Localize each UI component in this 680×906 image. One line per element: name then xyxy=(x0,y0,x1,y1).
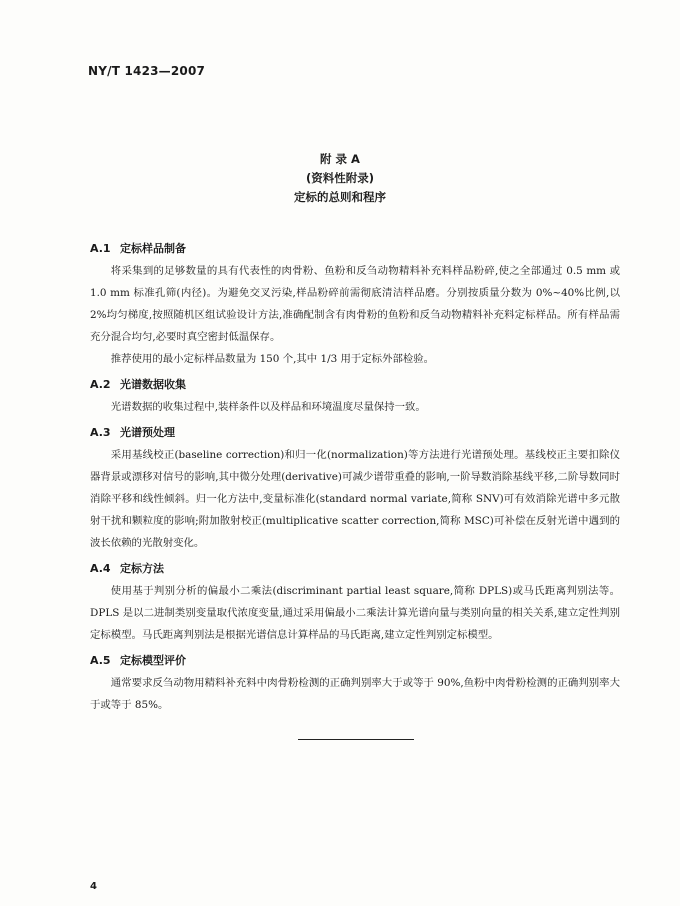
section-number: A.2 xyxy=(90,378,111,391)
document-body xyxy=(90,234,620,716)
standard-code: NY/T 1423—2007 xyxy=(88,64,206,78)
paragraph: 采用基线校正(baseline correction)和归一化(normalization)等方法进行光谱预处理。基线校正主要扣除仪器背景或漂移对信号的影响,其中微分处理(derivative)可减少谱带重叠的影响,一阶导数消除基线平移,二阶导数同时消除平移和线性倾斜。归一化方法中,变量标准化(standard normal variate,简称 SNV)可有效消除光谱中多元散射干扰和颗粒度的影响;附加散射校正(multiplicative scatter correction,简称 MSC)可补偿在反射光谱中遇到的波长依赖的光散射变化。 xyxy=(90,449,620,549)
annex-label: 附 录 A xyxy=(320,152,360,166)
section-a3 xyxy=(90,422,620,554)
section-heading xyxy=(90,558,620,580)
annex-title: 定标的总则和程序 xyxy=(294,190,386,204)
section-number: A.5 xyxy=(90,654,111,667)
section-a2 xyxy=(90,374,620,418)
annex-heading xyxy=(0,150,680,207)
section-a1 xyxy=(90,238,620,370)
section-number: A.1 xyxy=(90,242,111,255)
section-number: A.3 xyxy=(90,426,111,439)
end-rule xyxy=(298,739,414,740)
section-heading xyxy=(90,422,620,444)
annex-type: (资料性附录) xyxy=(305,171,374,185)
paragraph: 推荐使用的最小定标样品数量为 150 个,其中 1/3 用于定标外部检验。 xyxy=(110,353,435,365)
paragraph: 使用基于判别分析的偏最小二乘法(discriminant partial least square,简称 DPLS)或马氏距离判别法等。DPLS 是以二进制类别变量取代浓度变量,通过采用偏最小二乘法计算光谱向量与类别向量的相关关系,建立定性判别定标模型。马氏距离判别法是根据光谱信息计算样品的马氏距离,建立定性判别定标模型。 xyxy=(90,585,620,641)
section-title: 光谱数据收集 xyxy=(120,378,186,391)
section-a5 xyxy=(90,650,620,716)
section-title: 定标样品制备 xyxy=(120,242,186,255)
section-a4 xyxy=(90,558,620,646)
section-title: 定标模型评价 xyxy=(120,654,186,667)
section-heading xyxy=(90,238,620,260)
page-number: 4 xyxy=(90,881,97,892)
section-heading xyxy=(90,374,620,396)
paragraph: 将采集到的足够数量的具有代表性的肉骨粉、鱼粉和反刍动物精料补充料样品粉碎,使之全部通过 0.5 mm 或 1.0 mm 标准孔筛(内径)。为避免交叉污染,样品粉碎前需彻底清洁样品磨。分别按质量分数为 0%~40%比例,以 2%均匀梯度,按照随机区组试验设计方法,准确配制含有肉骨粉的鱼粉和反刍动物精料补充料定标样品。所有样品需充分混合均匀,必要时真空密封低温保存。 xyxy=(90,265,620,343)
section-heading xyxy=(90,650,620,672)
section-title: 定标方法 xyxy=(120,562,164,575)
paragraph: 通常要求反刍动物用精料补充料中肉骨粉检测的正确判别率大于或等于 90%,鱼粉中肉骨粉检测的正确判别率大于或等于 85%。 xyxy=(90,677,620,711)
section-title: 光谱预处理 xyxy=(120,426,175,439)
paragraph: 光谱数据的收集过程中,装样条件以及样品和环境温度尽量保持一致。 xyxy=(110,401,426,413)
section-number: A.4 xyxy=(90,562,111,575)
